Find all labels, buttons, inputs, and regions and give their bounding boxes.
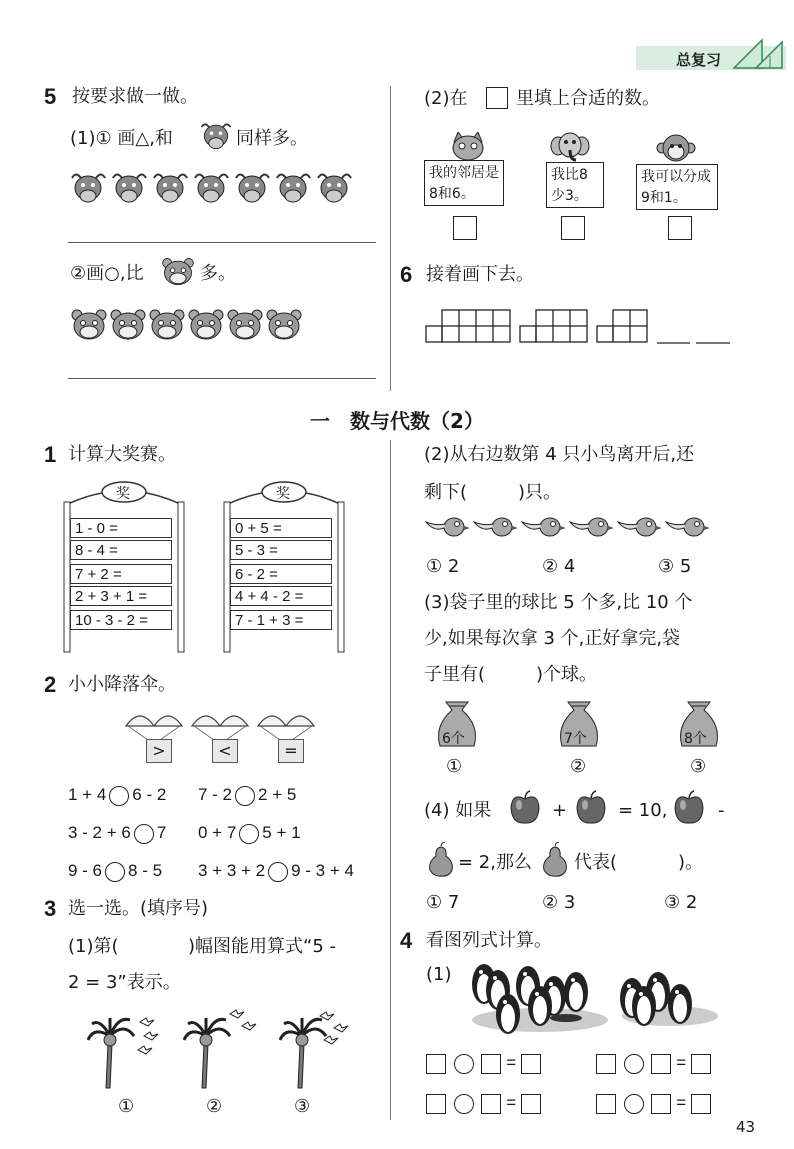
q5-title: 按要求做一做。 xyxy=(72,86,198,107)
q3-title: 选一选。(填序号) xyxy=(68,898,209,919)
right-eq-2: 5 - 3 = xyxy=(230,540,332,560)
eq-row-2-left xyxy=(426,1092,541,1114)
eq-box[interactable] xyxy=(521,1094,541,1114)
eq-row-1-left xyxy=(426,1052,541,1074)
right-eq-5: 7 - 1 + 3 = xyxy=(230,610,332,630)
penguin-scene xyxy=(470,960,720,1034)
compare-row-1 xyxy=(68,784,166,806)
cat-icon xyxy=(448,132,488,162)
answer-box[interactable] xyxy=(486,87,508,109)
award-label-left: 奖 xyxy=(116,486,130,502)
q5-p1-text-a: (1)① 画△,和 xyxy=(70,128,173,149)
answer-box-3[interactable] xyxy=(668,216,692,240)
compare-2a-right: 7 xyxy=(156,823,167,842)
q3-p4-a: (4) 如果 xyxy=(424,800,492,821)
q3-p4-c: = 2,那么 xyxy=(458,852,532,873)
eq-circle[interactable] xyxy=(624,1094,644,1114)
eq-box[interactable] xyxy=(481,1094,501,1114)
monkey-icon xyxy=(656,132,696,166)
bubble-3 xyxy=(636,164,718,210)
parachute-sign-2: < xyxy=(212,739,238,763)
apple-icon xyxy=(508,790,542,826)
bubble-1-text: 我的邻居是8和6。 xyxy=(429,165,499,202)
q5-p2-text-a: ②画○,比 xyxy=(70,263,144,284)
parachute-sign-3: = xyxy=(278,739,304,763)
tiger-icon xyxy=(160,254,196,290)
header-tag-text: 总复习 xyxy=(676,51,722,69)
column-divider-top xyxy=(390,86,391,391)
bag-label-2: ② xyxy=(570,756,587,777)
eq-box[interactable] xyxy=(651,1094,671,1114)
left-eq-4: 2 + 3 + 1 = xyxy=(70,586,172,606)
q3-p2-opt-2: ② 4 xyxy=(542,556,576,577)
right-eq-3: 6 - 2 = xyxy=(230,564,332,584)
compare-row-2 xyxy=(68,822,166,844)
q6-title: 接着画下去。 xyxy=(426,264,534,285)
compare-circle[interactable] xyxy=(268,862,288,882)
elephant-icon xyxy=(550,130,590,164)
q3-number: 3 xyxy=(44,896,57,921)
eq-sign: = xyxy=(676,1053,687,1072)
eq-circle[interactable] xyxy=(454,1054,474,1074)
eq-box[interactable] xyxy=(521,1054,541,1074)
bag-1-label: 6个 xyxy=(442,731,465,747)
eq-sign: = xyxy=(506,1093,517,1112)
compare-row-2b xyxy=(198,822,301,844)
q3-p2-a: (2)从右边数第 4 只小鸟离开后,还 xyxy=(424,444,695,465)
q3-p2-b: 剩下( xyxy=(424,482,468,503)
left-eq-2: 8 - 4 = xyxy=(70,540,172,560)
compare-1a-right: 6 - 2 xyxy=(132,785,167,804)
q3-p1-b: )幅图能用算式“5 - xyxy=(188,936,337,957)
tree-label-1: ① xyxy=(118,1096,135,1117)
compare-circle[interactable] xyxy=(239,824,259,844)
tree-label-3: ③ xyxy=(294,1096,311,1117)
bubble-2 xyxy=(546,162,604,208)
compare-1b-right: 2 + 5 xyxy=(258,785,297,804)
eq-box[interactable] xyxy=(426,1054,446,1074)
square-pattern xyxy=(424,306,734,346)
q3-p4-opt-2: ② 3 xyxy=(542,892,576,913)
eq-box[interactable] xyxy=(651,1054,671,1074)
eq-box[interactable] xyxy=(426,1094,446,1114)
bag-label-3: ③ xyxy=(690,756,707,777)
ruler-icon xyxy=(732,38,786,70)
pear-icon xyxy=(540,842,570,878)
eq-box[interactable] xyxy=(596,1094,616,1114)
cow-row xyxy=(70,168,370,208)
left-eq-5: 10 - 3 - 2 = xyxy=(70,610,172,630)
bubble-1 xyxy=(424,160,504,206)
compare-circle[interactable] xyxy=(134,824,154,844)
eq-circle[interactable] xyxy=(454,1094,474,1114)
award-label-right: 奖 xyxy=(276,486,290,502)
answer-box-2[interactable] xyxy=(561,216,585,240)
bubble-3-text: 我可以分成9和1。 xyxy=(641,169,711,206)
compare-circle[interactable] xyxy=(109,786,129,806)
eq-box[interactable] xyxy=(691,1054,711,1074)
compare-1a-left: 1 + 4 xyxy=(68,785,107,804)
eq-sign: = xyxy=(506,1053,517,1072)
compare-2b-right: 5 + 1 xyxy=(262,823,301,842)
parachute-sign-1: > xyxy=(146,739,172,763)
q3-p2-opt-3: ③ 5 xyxy=(658,556,692,577)
q5-p2-text-b: 多。 xyxy=(200,263,236,284)
q2-number: 2 xyxy=(44,672,57,697)
cow-icon xyxy=(198,118,234,154)
q5-number: 5 xyxy=(44,84,57,109)
q3-p4-d: 代表( xyxy=(574,852,618,873)
bubble-2-text: 我比8少3。 xyxy=(551,167,588,204)
apple-icon xyxy=(574,790,608,826)
eq-box[interactable] xyxy=(481,1054,501,1074)
bag-3-label: 8个 xyxy=(684,731,707,747)
apple-icon xyxy=(672,790,706,826)
answer-line-2 xyxy=(68,378,376,379)
bag-label-1: ① xyxy=(446,756,463,777)
q3-p4-opt-1: ① 7 xyxy=(426,892,460,913)
left-eq-3: 7 + 2 = xyxy=(70,564,172,584)
q3-p4-plus: + xyxy=(552,800,568,821)
pear-icon xyxy=(426,842,456,878)
eq-box[interactable] xyxy=(596,1054,616,1074)
q4-p1: (1) xyxy=(426,964,452,985)
compare-3a-right: 8 - 5 xyxy=(128,861,163,880)
answer-box-1[interactable] xyxy=(453,216,477,240)
compare-row-3b xyxy=(198,860,354,882)
q5-p1-text-b: 同样多。 xyxy=(236,128,308,149)
compare-3a-left: 9 - 6 xyxy=(68,861,103,880)
bird-row xyxy=(424,512,724,542)
q3-p3-d: )个球。 xyxy=(536,664,598,685)
q3-p3-c: 子里有( xyxy=(424,664,486,685)
bag-2-label: 7个 xyxy=(564,731,587,747)
right-eq-4: 4 + 4 - 2 = xyxy=(230,586,332,606)
q3-p3-b: 少,如果每次拿 3 个,正好拿完,袋 xyxy=(424,628,681,649)
q5-part2-a: (2)在 xyxy=(424,88,468,109)
q6-number: 6 xyxy=(400,262,413,287)
left-eq-1: 1 - 0 = xyxy=(70,518,172,538)
eq-sign: = xyxy=(676,1093,687,1112)
column-divider-bottom xyxy=(390,440,391,1120)
right-eq-1: 0 + 5 = xyxy=(230,518,332,538)
q3-p4-e: )。 xyxy=(678,852,704,873)
compare-circle[interactable] xyxy=(235,786,255,806)
q2-title: 小小降落伞。 xyxy=(68,674,176,695)
ladder-left xyxy=(62,478,186,654)
compare-row-1b xyxy=(198,784,296,806)
compare-row-3 xyxy=(68,860,162,882)
eq-row-1-right xyxy=(596,1052,711,1074)
eq-box[interactable] xyxy=(691,1094,711,1114)
compare-2b-left: 0 + 7 xyxy=(198,823,237,842)
q1-title: 计算大奖赛。 xyxy=(68,444,176,465)
header-tag xyxy=(636,46,786,70)
answer-line-1 xyxy=(68,242,376,243)
compare-3b-left: 3 + 3 + 2 xyxy=(198,861,266,880)
q3-p2-opt-1: ① 2 xyxy=(426,556,460,577)
q4-title: 看图列式计算。 xyxy=(426,930,552,951)
q5-part2-b: 里填上合适的数。 xyxy=(516,88,660,109)
compare-2a-left: 3 - 2 + 6 xyxy=(68,823,131,842)
q3-p1-a: (1)第( xyxy=(68,936,119,957)
q3-p1-c: 2 = 3”表示。 xyxy=(68,972,181,993)
q4-number: 4 xyxy=(400,928,413,953)
q3-p4-opt-3: ③ 2 xyxy=(664,892,698,913)
q3-p3-a: (3)袋子里的球比 5 个多,比 10 个 xyxy=(424,592,693,613)
compare-3b-right: 9 - 3 + 4 xyxy=(291,861,354,880)
compare-circle[interactable] xyxy=(105,862,125,882)
section-title-text: 一 数与代数（2） xyxy=(310,409,484,433)
eq-row-2-right xyxy=(596,1092,711,1114)
q3-p4-b: = 10, xyxy=(618,800,668,821)
q3-p2-c: )只。 xyxy=(518,482,562,503)
q3-p4-minus: - xyxy=(718,800,725,821)
eq-circle[interactable] xyxy=(624,1054,644,1074)
palm-trees xyxy=(84,1006,364,1090)
page-number: 43 xyxy=(736,1118,756,1136)
section-title xyxy=(0,405,794,434)
tiger-row xyxy=(70,305,310,345)
ladder-right xyxy=(222,478,346,654)
q1-number: 1 xyxy=(44,442,57,467)
tree-label-2: ② xyxy=(206,1096,223,1117)
compare-1b-left: 7 - 2 xyxy=(198,785,233,804)
